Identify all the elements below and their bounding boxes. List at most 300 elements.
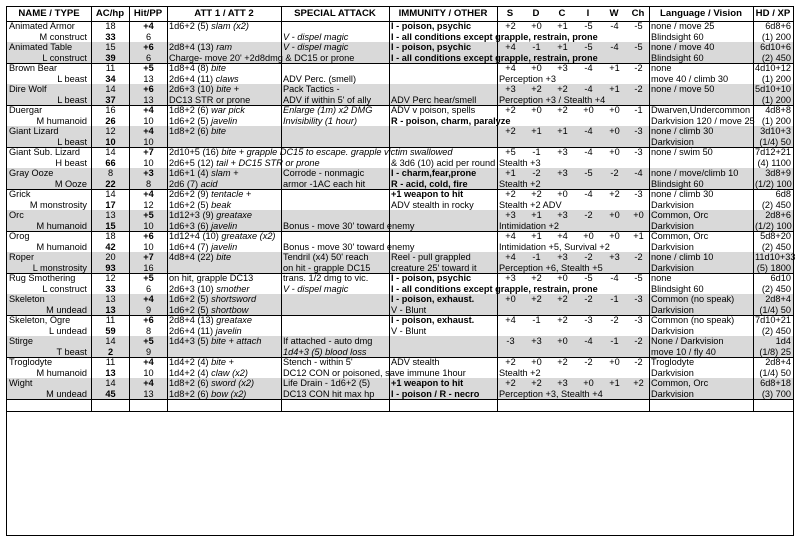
monster-row: [7, 294, 793, 305]
attack-name: acid: [200, 178, 218, 189]
attack-damage: 1d4+2 (4): [169, 367, 212, 378]
cell-ch: -3: [634, 147, 643, 157]
cell-att: [169, 105, 280, 116]
skills-text: Stealth +2: [499, 367, 541, 378]
cell-i: -2: [584, 252, 593, 262]
monster-stat-table: [6, 6, 794, 536]
cell-w: +1: [609, 63, 620, 73]
cell-i: -5: [584, 42, 593, 52]
cell-i: +0: [583, 378, 594, 388]
cell-att: [169, 221, 280, 232]
cell-att: [169, 42, 280, 53]
attack-damage: 1d6+3 (6): [169, 220, 212, 231]
cell-ac: 18: [105, 231, 116, 241]
cell-ch: -5: [634, 42, 643, 52]
cell-s: +2: [505, 21, 516, 31]
attack-damage: 2d6+2 (9): [169, 189, 212, 199]
monster-row: [7, 95, 793, 106]
cell-w: [603, 116, 626, 127]
header-c: C: [558, 8, 566, 19]
column-divider: [649, 7, 650, 411]
cell-imm: [391, 137, 496, 148]
cell-name: Animated Armor: [9, 21, 75, 31]
cell-ac: 10: [105, 136, 116, 147]
cell-att: [169, 378, 280, 389]
cell-att: [169, 21, 280, 32]
cell-ch: -2: [634, 252, 643, 262]
cell-imm: R - poison, charm, paralyze: [391, 115, 511, 126]
cell-ac: 66: [105, 157, 116, 168]
cell-hd: (3) 700: [761, 388, 791, 399]
cell-i: [577, 116, 600, 127]
cell-att: [169, 84, 280, 95]
cell-att: [169, 32, 280, 43]
cell-hd: (2) 450: [761, 52, 791, 63]
cell-sp: [283, 305, 388, 316]
cell-name: L beast: [57, 73, 87, 84]
cell-d: +2: [531, 378, 542, 388]
cell-hit: +4: [143, 105, 154, 115]
cell-d: +0: [531, 105, 542, 115]
cell-s: +0: [505, 294, 516, 304]
cell-hit: 13: [143, 388, 154, 399]
cell-name: Stirge: [9, 336, 34, 346]
cell-w: -4: [610, 21, 619, 31]
cell-sp: [283, 200, 388, 211]
monster-row: [7, 210, 793, 221]
monster-row: [7, 252, 796, 263]
cell-ac: 15: [105, 220, 116, 231]
cell-lang: none: [651, 273, 672, 283]
cell-w: +0: [609, 147, 620, 157]
cell-d: +3: [531, 336, 542, 346]
cell-hd: 4d8+8: [765, 105, 791, 115]
header-imm: IMMUNITY / OTHER: [398, 8, 488, 19]
cell-sp: Bonus - move 30' toward enemy: [283, 241, 415, 252]
monster-row: [7, 42, 793, 53]
cell-hd: (2) 450: [761, 325, 791, 336]
cell-name: L beast: [57, 136, 87, 147]
cell-ac: 14: [105, 336, 116, 346]
cell-imm: +1 weapon to hit: [391, 189, 464, 199]
cell-hit: +5: [143, 336, 154, 346]
cell-hd: 2d8+4: [765, 357, 791, 367]
monster-row: [7, 263, 793, 274]
cell-ch: -5: [634, 21, 643, 31]
attack-damage: 2d6+5 (12): [169, 157, 217, 168]
cell-ch: +1: [633, 231, 644, 241]
cell-sp: V - dispel magic: [283, 31, 349, 42]
cell-lang: Common, Orc: [651, 231, 709, 241]
cell-hit: 13: [143, 94, 154, 105]
attack-damage: 1d8+2 (6): [169, 126, 212, 136]
cell-d: [525, 137, 548, 148]
monster-row: [7, 315, 793, 326]
cell-hit: 9: [145, 304, 152, 315]
attack-name: slam (x2): [211, 21, 249, 31]
cell-ch: [629, 116, 648, 127]
cell-d: +1: [531, 231, 542, 241]
cell-s: +3: [505, 210, 516, 220]
monster-row: [7, 368, 793, 379]
cell-name: M humanoid: [36, 220, 87, 231]
cell-name: H beast: [55, 157, 87, 168]
monster-row: [7, 147, 793, 158]
monster-row: [7, 84, 793, 95]
cell-c: +3: [557, 63, 568, 73]
cell-s: +4: [505, 42, 516, 52]
cell-att: [169, 357, 280, 368]
cell-ch: [629, 305, 648, 316]
cell-d: [525, 116, 548, 127]
cell-w: [603, 137, 626, 148]
monster-row: [7, 242, 793, 253]
cell-sp: 1d4+3 (5) blood loss: [283, 346, 367, 357]
monster-row: [7, 221, 793, 232]
cell-hd: 6d8+6: [765, 21, 791, 31]
cell-c: [551, 116, 574, 127]
cell-lang: Blindsight 60: [651, 52, 704, 63]
cell-hd: (2) 450: [761, 241, 791, 252]
cell-hd: (1) 200: [761, 94, 791, 105]
attack-damage: 4d8+4 (22): [169, 252, 217, 262]
monster-row: [7, 126, 793, 137]
monster-row: [7, 137, 793, 148]
attack-damage: 1d6+2 (5): [169, 294, 212, 304]
header-s: S: [506, 8, 514, 19]
cell-hd: (1/2) 100: [755, 178, 792, 189]
skills-text: Perception +3 / Stealth +4: [499, 94, 606, 105]
cell-i: -3: [584, 315, 593, 325]
cell-lang: none / move/climb 10: [651, 168, 739, 178]
cell-name: Orog: [9, 231, 30, 241]
header-sp: SPECIAL ATTACK: [294, 8, 376, 19]
cell-d: +2: [531, 84, 542, 94]
cell-s: +4: [505, 315, 516, 325]
cell-ac: 18: [105, 21, 116, 31]
cell-imm: [391, 126, 496, 137]
cell-ac: 16: [105, 105, 116, 115]
cell-lang: Blindsight 60: [651, 283, 704, 294]
cell-i: +0: [583, 231, 594, 241]
cell-ch: [629, 326, 648, 337]
cell-i: [577, 137, 600, 148]
cell-s: +1: [505, 168, 516, 178]
cell-w: -1: [610, 336, 619, 346]
cell-hit: +6: [143, 315, 154, 325]
cell-att: [169, 63, 280, 74]
cell-att: [169, 284, 280, 295]
cell-name: Roper: [9, 252, 35, 262]
cell-w: +2: [609, 189, 620, 199]
cell-lang: Darkvision: [651, 367, 694, 378]
cell-c: +3: [557, 168, 568, 178]
attack-damage: 1d4+2 (4): [169, 357, 212, 367]
cell-hd: 2d8+4: [765, 294, 791, 304]
cell-ch: -5: [634, 273, 643, 283]
cell-hit: +3: [143, 168, 154, 178]
cell-lang: Darkvision: [651, 262, 694, 273]
cell-ac: 11: [105, 63, 116, 73]
header-w: W: [609, 8, 619, 19]
cell-ch: -3: [634, 189, 643, 199]
cell-hit: 10: [143, 115, 154, 126]
cell-name: Duergar: [9, 105, 43, 115]
cell-ac: 13: [105, 304, 116, 315]
cell-lang: move 10 / fly 40: [651, 346, 716, 357]
attack-name: greataxe (x2): [221, 231, 276, 241]
cell-i: -4: [584, 63, 593, 73]
cell-ac: 37: [105, 94, 116, 105]
cell-s: +4: [505, 63, 516, 73]
cell-sp: trans. 1/2 dmg to vic.: [283, 273, 369, 283]
cell-lang: Darkvision: [651, 304, 694, 315]
cell-att: [169, 126, 280, 137]
cell-hd: 2d8+6: [765, 210, 791, 220]
cell-c: +3: [557, 378, 568, 388]
cell-imm: ADV stealth in rocky: [391, 199, 474, 210]
cell-lang: Darkvision 120 / move 25: [651, 115, 755, 126]
header-lang: Language / Vision: [660, 8, 742, 19]
attack-damage: 1d6+2 (5): [169, 21, 212, 31]
cell-hit: +5: [143, 273, 154, 283]
cell-ac: 20: [105, 252, 116, 262]
cell-i: -4: [584, 147, 593, 157]
cell-lang: Darkvision: [651, 136, 694, 147]
cell-name: Giant Sub. Lizard: [9, 147, 80, 157]
monster-row: [7, 189, 793, 200]
attack-damage: 1d8+2 (6): [169, 378, 212, 388]
cell-sp: V - dispel magic: [283, 42, 349, 52]
cell-ac: 34: [105, 73, 116, 84]
cell-lang: [651, 95, 752, 106]
cell-att: [169, 210, 280, 221]
cell-imm: [391, 84, 496, 95]
attack-damage: 1d6+2 (5): [169, 304, 212, 315]
cell-lang: Dwarven,Undercommon: [651, 105, 751, 115]
cell-ch: [629, 347, 648, 358]
attack-name: claw (x2): [211, 367, 248, 378]
cell-imm: I - poison, exhaust.: [391, 294, 475, 304]
cell-s: +2: [505, 126, 516, 136]
skills-text: Perception +3: [499, 73, 556, 84]
cell-s: +2: [505, 189, 516, 199]
cell-lang: Darkvision: [651, 388, 694, 399]
cell-imm: I - all conditions except grapple, restrain, prone: [391, 283, 598, 294]
cell-s: +5: [505, 147, 516, 157]
cell-d: +2: [531, 294, 542, 304]
cell-ac: 22: [105, 178, 116, 189]
cell-ac: 13: [105, 210, 116, 220]
cell-c: +3: [557, 252, 568, 262]
cell-lang: none / move 25: [651, 21, 715, 31]
attack-damage: 1d4+3 (5): [169, 336, 212, 346]
cell-ac: 13: [105, 367, 116, 378]
header-d: D: [532, 8, 540, 19]
cell-s: [499, 116, 522, 127]
cell-name: Brown Bear: [9, 63, 58, 73]
cell-lang: Common, Orc: [651, 378, 709, 388]
cell-imm: R - acid, cold, fire: [391, 178, 468, 189]
cell-ch: -3: [634, 315, 643, 325]
cell-name: L beast: [57, 94, 87, 105]
cell-hit: 16: [143, 262, 154, 273]
attack-name: bow (x2): [211, 388, 247, 399]
cell-c: +3: [557, 210, 568, 220]
attack-name: javelin: [211, 220, 238, 231]
cell-lang: none / climb 30: [651, 189, 714, 199]
cell-d: +1: [531, 126, 542, 136]
attack-damage: 1d8+4 (8): [169, 63, 212, 73]
monster-row: [7, 21, 793, 32]
monster-row: [7, 179, 793, 190]
cell-ac: 8: [107, 168, 114, 178]
skills-text: Perception +3, Stealth +4: [499, 388, 603, 399]
attack-damage: 1d6+4 (7): [169, 241, 212, 252]
row-separator: [7, 411, 793, 412]
cell-hd: 7d10+21: [755, 315, 792, 325]
cell-c: +3: [557, 147, 568, 157]
cell-lang: Blindsight 60: [651, 178, 704, 189]
cell-d: +1: [531, 210, 542, 220]
cell-hd: 5d10+10: [755, 84, 792, 94]
cell-imm: & 3d6 (10) acid per round: [391, 157, 496, 168]
cell-hit: +6: [143, 84, 154, 94]
cell-att: [169, 315, 280, 326]
cell-hit: +6: [143, 42, 154, 52]
cell-hd: 3d10+3: [760, 126, 791, 136]
attack-damage: 1d6+2 (5): [169, 115, 212, 126]
monster-row: [7, 74, 793, 85]
cell-ch: -4: [634, 168, 643, 178]
cell-hit: 10: [143, 136, 154, 147]
cell-sp: [283, 21, 388, 32]
cell-i: -2: [584, 210, 593, 220]
cell-c: +0: [557, 189, 568, 199]
cell-name: Rug Smothering: [9, 273, 76, 283]
cell-sp: [283, 158, 388, 169]
monster-row: [7, 158, 793, 169]
cell-s: +2: [505, 105, 516, 115]
attack-name: bite + attach: [211, 336, 262, 346]
cell-hd: (1/8) 25: [759, 346, 791, 357]
cell-name: Dire Wolf: [9, 84, 47, 94]
cell-imm: [391, 231, 496, 242]
cell-att: [169, 368, 280, 379]
cell-c: +2: [557, 294, 568, 304]
cell-att: [169, 389, 280, 400]
cell-ac: 13: [105, 294, 116, 304]
cell-i: [577, 326, 600, 337]
cell-hd: 7d12+21: [755, 147, 792, 157]
cell-hit: 6: [145, 52, 152, 63]
monster-row: [7, 389, 793, 400]
cell-c: [551, 326, 574, 337]
cell-d: [525, 326, 548, 337]
cell-imm: I - all conditions except grapple, restrain, prone: [391, 31, 598, 42]
cell-ac: 12: [105, 126, 116, 136]
cell-imm: I - poison, psychic: [391, 273, 472, 283]
cell-w: -2: [610, 168, 619, 178]
cell-hit: 8: [145, 325, 152, 336]
cell-d: -1: [532, 147, 541, 157]
cell-w: [603, 305, 626, 316]
cell-sp: [283, 231, 388, 242]
monster-row: [7, 326, 793, 337]
cell-hit: 10: [143, 157, 154, 168]
cell-c: +4: [557, 231, 568, 241]
cell-name: M undead: [46, 388, 87, 399]
cell-sp: [283, 126, 388, 137]
cell-name: M humanoid: [36, 367, 87, 378]
cell-hd: (1/4) 50: [759, 367, 791, 378]
cell-name: Animated Table: [9, 42, 73, 52]
cell-name: Wight: [9, 378, 33, 388]
attack-name: beak: [211, 199, 232, 210]
cell-ch: +0: [633, 210, 644, 220]
cell-ch: -3: [634, 294, 643, 304]
cell-hit: 12: [143, 199, 154, 210]
cell-hd: 4d10+12: [755, 63, 792, 73]
cell-hd: (2) 450: [761, 199, 791, 210]
cell-ac: 26: [105, 115, 116, 126]
cell-imm: I - poison, psychic: [391, 42, 472, 52]
cell-name: Troglodyte: [9, 357, 53, 367]
header-ac: AC/hp: [95, 8, 125, 19]
header-ch: Ch: [631, 8, 645, 19]
cell-hit: +4: [143, 357, 154, 367]
cell-c: +0: [557, 336, 568, 346]
cell-ac: 33: [105, 31, 116, 42]
cell-sp: Invisibility (1 hour): [283, 115, 358, 126]
cell-s: -3: [506, 336, 515, 346]
monster-row: [7, 105, 793, 116]
cell-c: +2: [557, 105, 568, 115]
cell-hd: 6d8+18: [760, 378, 791, 388]
skills-text: Stealth +2 ADV: [499, 199, 562, 210]
cell-name: M humanoid: [36, 241, 87, 252]
cell-lang: move 40 / climb 30: [651, 73, 729, 84]
column-divider: [281, 7, 282, 411]
attack-damage: 2d10+5 (16): [169, 147, 222, 157]
cell-s: [499, 326, 522, 337]
cell-imm: [391, 74, 496, 85]
cell-c: +2: [557, 315, 568, 325]
attack-damage: 1d6+2 (5): [169, 199, 212, 210]
skills-text: Intimidation +2: [499, 220, 560, 231]
cell-sp: Bonus - move 30' toward enemy: [283, 220, 415, 231]
cell-hit: 6: [145, 31, 152, 42]
cell-hd: (1) 200: [761, 115, 791, 126]
header-name: NAME / TYPE: [18, 8, 80, 19]
cell-hit: +4: [143, 378, 154, 388]
cell-lang: Darkvision: [651, 220, 694, 231]
cell-sp: armor -1AC each hit: [283, 178, 366, 189]
cell-lang: Darkvision: [651, 199, 694, 210]
column-divider: [167, 7, 168, 411]
cell-name: L construct: [42, 283, 87, 294]
cell-s: +2: [505, 378, 516, 388]
cell-ac: 11: [105, 357, 116, 367]
attack-name: smother: [216, 283, 250, 294]
cell-s: [499, 305, 522, 316]
cell-hit: 10: [143, 367, 154, 378]
attack-damage: 1d12+3 (9): [169, 210, 217, 220]
cell-sp: DC13 CON hit max hp: [283, 388, 375, 399]
cell-imm: I - all conditions except grapple, restrain, prone: [391, 52, 598, 63]
cell-ac: 93: [105, 262, 116, 273]
cell-c: [551, 347, 574, 358]
